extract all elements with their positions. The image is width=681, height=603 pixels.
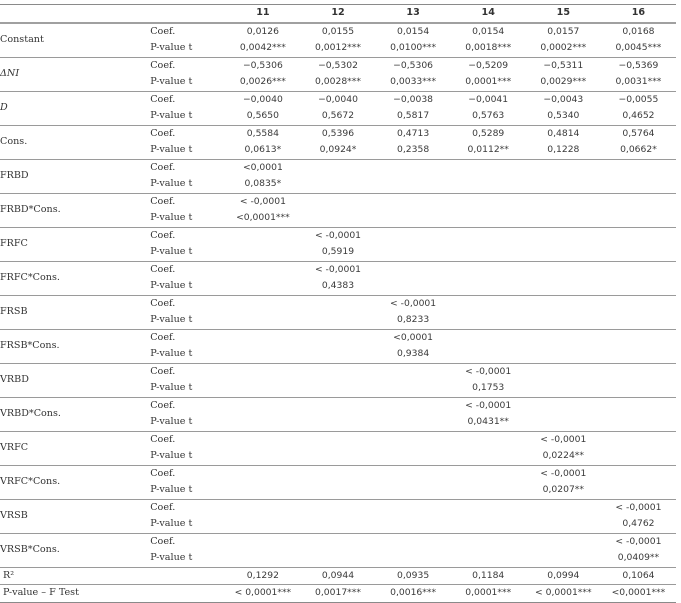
- statistic-label-pvalue: P-value t: [150, 76, 193, 87]
- cell-pvalue-model-14: [451, 176, 526, 193]
- summary-value-model-11: < 0,0001***: [234, 587, 292, 598]
- cell-coef-model-12: [300, 533, 375, 550]
- cell-pvalue-model-14: 0,0112**: [467, 144, 509, 155]
- cell-coef-model-16: [601, 227, 676, 244]
- cell-coef-model-14: [451, 227, 526, 244]
- cell-pvalue-model-13: [376, 176, 451, 193]
- cell-coef-model-13: [376, 431, 451, 448]
- variable-label-frfc: FRFC: [0, 237, 28, 249]
- cell-pvalue-model-11: [225, 550, 300, 567]
- summary-value-model-11: 0,1292: [246, 569, 279, 581]
- statistic-label-pvalue: P-value t: [150, 110, 193, 121]
- summary-value-model-15: < 0,0001***: [535, 587, 592, 598]
- statistic-label-coef: Coef.: [150, 535, 176, 547]
- cell-coef-model-14: [451, 159, 526, 176]
- cell-pvalue-model-14: [451, 346, 526, 363]
- statistic-label-coef: Coef.: [150, 161, 176, 173]
- cell-coef-model-15: −0,5311: [543, 59, 584, 71]
- table-row: [0, 227, 676, 244]
- cell-pvalue-model-13: [376, 550, 451, 567]
- variable-label-cons: Cons.: [0, 135, 28, 147]
- cell-pvalue-model-12: [300, 516, 375, 533]
- variable-label-constant: Constant: [0, 33, 44, 45]
- cell-pvalue-model-11: [225, 414, 300, 431]
- cell-coef-model-12: [300, 431, 375, 448]
- cell-coef-model-16: < -0,0001: [615, 501, 662, 513]
- cell-coef-model-14: < -0,0001: [465, 399, 512, 411]
- cell-coef-model-13: [376, 363, 451, 380]
- f-test-pvalue-row: [0, 585, 676, 603]
- summary-value-model-12: 0,0944: [321, 569, 355, 581]
- variable-label-vrbd-cons: VRBD*Cons.: [0, 407, 61, 419]
- cell-coef-model-16: [601, 295, 676, 312]
- cell-pvalue-model-11: [225, 482, 300, 499]
- cell-coef-model-11: 0,5584: [246, 127, 279, 139]
- statistic-label-coef: Coef.: [150, 195, 176, 207]
- cell-coef-model-11: 0,0126: [246, 25, 279, 37]
- table-row: [0, 261, 676, 278]
- header-model-14: 14: [481, 7, 495, 18]
- cell-coef-model-16: [601, 397, 676, 414]
- header-model-12: 12: [331, 7, 345, 18]
- cell-pvalue-model-11: 0,5650: [246, 110, 279, 121]
- cell-coef-model-13: [376, 533, 451, 550]
- cell-pvalue-model-16: 0,0409**: [617, 552, 660, 563]
- cell-coef-model-13: [376, 261, 451, 278]
- cell-coef-model-15: [526, 329, 601, 346]
- statistic-label-pvalue: P-value t: [150, 382, 193, 393]
- table-row: [0, 533, 676, 550]
- cell-pvalue-model-15: [526, 550, 601, 567]
- cell-coef-model-11: [225, 431, 300, 448]
- statistic-label-coef: Coef.: [150, 263, 176, 275]
- cell-coef-model-16: [601, 363, 676, 380]
- cell-coef-model-11: <0,0001: [242, 161, 283, 173]
- cell-pvalue-model-13: [376, 414, 451, 431]
- cell-pvalue-model-15: [526, 312, 601, 329]
- cell-coef-model-12: [300, 329, 375, 346]
- cell-pvalue-model-15: 0,0224**: [542, 450, 584, 461]
- cell-coef-model-13: [376, 227, 451, 244]
- cell-coef-model-14: [451, 465, 526, 482]
- cell-pvalue-model-11: [225, 448, 300, 465]
- cell-coef-model-11: [225, 329, 300, 346]
- cell-pvalue-model-15: 0,0002***: [540, 42, 587, 53]
- cell-coef-model-16: −0,5369: [618, 59, 659, 71]
- cell-coef-model-14: [451, 261, 526, 278]
- summary-value-model-16: 0,1064: [622, 569, 655, 581]
- cell-coef-model-15: [526, 499, 601, 516]
- cell-coef-model-14: [451, 533, 526, 550]
- statistic-label-coef: Coef.: [150, 297, 176, 309]
- cell-coef-model-12: [300, 397, 375, 414]
- summary-label: P-value – F Test: [3, 587, 79, 598]
- statistic-label-pvalue: P-value t: [150, 144, 193, 155]
- cell-pvalue-model-11: [225, 244, 300, 261]
- cell-pvalue-model-12: [300, 210, 375, 227]
- cell-pvalue-model-15: 0,1228: [547, 144, 580, 155]
- cell-coef-model-15: 0,4814: [547, 127, 580, 139]
- cell-pvalue-model-16: [601, 210, 676, 227]
- cell-coef-model-12: 0,5396: [321, 127, 355, 139]
- table-body: [0, 23, 676, 603]
- cell-coef-model-14: [451, 329, 526, 346]
- cell-coef-model-13: −0,5306: [393, 59, 434, 71]
- summary-value-model-16: <0,0001***: [611, 587, 666, 598]
- cell-coef-model-11: −0,5306: [242, 59, 283, 71]
- cell-pvalue-model-14: [451, 244, 526, 261]
- cell-pvalue-model-13: [376, 244, 451, 261]
- cell-pvalue-model-12: 0,4383: [321, 280, 355, 291]
- cell-coef-model-14: −0,0041: [468, 93, 509, 105]
- cell-pvalue-model-12: [300, 176, 375, 193]
- statistic-label-pvalue: P-value t: [150, 348, 193, 359]
- cell-pvalue-model-12: [300, 346, 375, 363]
- statistic-label-coef: Coef.: [150, 365, 176, 377]
- cell-pvalue-model-13: [376, 278, 451, 295]
- table-row: [0, 465, 676, 482]
- variable-label-frfc-cons: FRFC*Cons.: [0, 271, 60, 283]
- statistic-label-pvalue: P-value t: [150, 42, 193, 53]
- cell-pvalue-model-14: [451, 210, 526, 227]
- cell-coef-model-15: [526, 159, 601, 176]
- cell-pvalue-model-13: 0,0033***: [390, 76, 437, 87]
- variable-label-d: D: [0, 101, 8, 113]
- variable-label-vrsb-cons: VRSB*Cons.: [0, 543, 60, 555]
- variable-label-frsb: FRSB: [0, 305, 28, 317]
- table-row: [0, 23, 676, 41]
- cell-pvalue-model-16: 0,0045***: [615, 42, 662, 53]
- cell-coef-model-15: [526, 261, 601, 278]
- cell-pvalue-model-16: [601, 346, 676, 363]
- cell-coef-model-15: [526, 193, 601, 210]
- cell-pvalue-model-11: 0,0835*: [244, 178, 282, 189]
- cell-coef-model-13: <0,0001: [393, 331, 434, 343]
- cell-coef-model-15: [526, 295, 601, 312]
- cell-coef-model-14: 0,0154: [472, 25, 505, 37]
- r-squared-row: [0, 567, 676, 585]
- cell-pvalue-model-15: [526, 176, 601, 193]
- cell-coef-model-13: [376, 499, 451, 516]
- variable-label-frsb-cons: FRSB*Cons.: [0, 339, 60, 351]
- table-row: [0, 431, 676, 448]
- cell-coef-model-14: [451, 499, 526, 516]
- variable-label-vrbd: VRBD: [0, 373, 29, 385]
- cell-pvalue-model-16: [601, 312, 676, 329]
- cell-pvalue-model-14: [451, 448, 526, 465]
- cell-coef-model-15: 0,0157: [547, 25, 580, 37]
- table-row: [0, 295, 676, 312]
- cell-pvalue-model-15: 0,5340: [547, 110, 580, 121]
- cell-pvalue-model-11: 0,0042***: [239, 42, 286, 53]
- cell-pvalue-model-14: [451, 482, 526, 499]
- variable-label-frbd-cons: FRBD*Cons.: [0, 203, 61, 215]
- cell-coef-model-13: [376, 397, 451, 414]
- cell-coef-model-13: 0,4713: [397, 127, 430, 139]
- cell-coef-model-11: [225, 397, 300, 414]
- cell-coef-model-13: −0,0038: [393, 93, 434, 105]
- cell-coef-model-11: [225, 295, 300, 312]
- cell-pvalue-model-12: 0,0028***: [315, 76, 361, 87]
- cell-pvalue-model-12: 0,0012***: [315, 42, 361, 53]
- cell-coef-model-14: < -0,0001: [465, 365, 512, 377]
- cell-pvalue-model-12: 0,5672: [321, 110, 355, 121]
- cell-pvalue-model-15: [526, 516, 601, 533]
- cell-coef-model-16: 0,5764: [622, 127, 655, 139]
- cell-coef-model-11: < -0,0001: [239, 195, 286, 207]
- statistic-label-coef: Coef.: [150, 433, 176, 445]
- cell-pvalue-model-14: 0,0001***: [465, 76, 512, 87]
- cell-coef-model-11: −0,0040: [242, 93, 283, 105]
- cell-pvalue-model-13: [376, 516, 451, 533]
- cell-coef-model-14: [451, 295, 526, 312]
- cell-pvalue-model-12: [300, 448, 375, 465]
- cell-coef-model-15: [526, 227, 601, 244]
- header-model-15: 15: [556, 7, 570, 18]
- statistic-label-coef: Coef.: [150, 127, 176, 139]
- cell-coef-model-11: [225, 363, 300, 380]
- cell-pvalue-model-16: [601, 244, 676, 261]
- statistic-label-coef: Coef.: [150, 93, 176, 105]
- cell-coef-model-14: [451, 431, 526, 448]
- cell-coef-model-15: [526, 363, 601, 380]
- statistic-label-pvalue: P-value t: [150, 484, 193, 495]
- table-row: [0, 91, 676, 108]
- cell-pvalue-model-14: 0,1753: [472, 382, 505, 393]
- cell-pvalue-model-16: 0,4762: [622, 518, 655, 529]
- cell-pvalue-model-11: [225, 278, 300, 295]
- cell-pvalue-model-12: [300, 550, 375, 567]
- cell-pvalue-model-13: 0,9384: [397, 348, 430, 359]
- cell-coef-model-15: −0,0043: [543, 93, 584, 105]
- cell-coef-model-13: [376, 159, 451, 176]
- cell-coef-model-13: [376, 465, 451, 482]
- cell-pvalue-model-13: [376, 210, 451, 227]
- header-variable: [0, 5, 150, 23]
- statistic-label-coef: Coef.: [150, 501, 176, 513]
- cell-pvalue-model-16: [601, 380, 676, 397]
- cell-pvalue-model-13: 0,0100***: [390, 42, 437, 53]
- statistic-label-coef: Coef.: [150, 25, 176, 37]
- cell-coef-model-16: [601, 329, 676, 346]
- summary-value-model-13: 0,0016***: [390, 587, 437, 598]
- summary-value-model-15: 0,0994: [547, 569, 580, 581]
- cell-coef-model-12: [300, 499, 375, 516]
- cell-pvalue-model-16: 0,0031***: [615, 76, 662, 87]
- table-row: [0, 397, 676, 414]
- header-model-11: 11: [256, 7, 270, 18]
- table-row: [0, 159, 676, 176]
- variable-label-ni: ΔNI: [0, 67, 20, 79]
- cell-pvalue-model-16: [601, 278, 676, 295]
- cell-coef-model-11: [225, 465, 300, 482]
- header-row: [0, 5, 676, 23]
- statistic-label-coef: Coef.: [150, 229, 176, 241]
- cell-pvalue-model-15: [526, 278, 601, 295]
- summary-value-model-14: 0,0001***: [465, 587, 512, 598]
- cell-coef-model-13: [376, 193, 451, 210]
- cell-coef-model-15: < -0,0001: [540, 467, 587, 479]
- statistic-label-coef: Coef.: [150, 467, 176, 479]
- cell-pvalue-model-14: [451, 278, 526, 295]
- cell-coef-model-12: [300, 295, 375, 312]
- cell-coef-model-12: −0,0040: [318, 93, 358, 105]
- variable-label-vrsb: VRSB: [0, 509, 28, 521]
- statistic-label-pvalue: P-value t: [150, 552, 193, 563]
- cell-pvalue-model-11: 0,0026***: [239, 76, 286, 87]
- cell-pvalue-model-16: [601, 414, 676, 431]
- statistic-label-coef: Coef.: [150, 399, 176, 411]
- cell-coef-model-16: [601, 431, 676, 448]
- summary-value-model-13: 0,0935: [397, 569, 430, 581]
- cell-coef-model-15: [526, 397, 601, 414]
- cell-coef-model-11: [225, 261, 300, 278]
- cell-pvalue-model-14: [451, 312, 526, 329]
- variable-label-frbd: FRBD: [0, 169, 29, 181]
- cell-pvalue-model-12: [300, 312, 375, 329]
- statistic-label-pvalue: P-value t: [150, 450, 193, 461]
- cell-coef-model-11: [225, 499, 300, 516]
- summary-value-model-14: 0,1184: [472, 569, 505, 581]
- cell-pvalue-model-14: [451, 550, 526, 567]
- cell-pvalue-model-11: [225, 312, 300, 329]
- cell-pvalue-model-13: [376, 482, 451, 499]
- cell-coef-model-15: < -0,0001: [540, 433, 587, 445]
- header-model-13: 13: [406, 7, 420, 18]
- cell-coef-model-12: [300, 363, 375, 380]
- cell-coef-model-16: 0,0168: [622, 25, 655, 37]
- regression-results-table: [0, 4, 676, 603]
- cell-pvalue-model-16: [601, 482, 676, 499]
- summary-value-model-12: 0,0017***: [315, 587, 361, 598]
- cell-pvalue-model-13: 0,8233: [397, 314, 430, 325]
- statistic-label-pvalue: P-value t: [150, 518, 193, 529]
- cell-pvalue-model-13: 0,2358: [397, 144, 430, 155]
- statistic-label-coef: Coef.: [150, 331, 176, 343]
- statistic-label-pvalue: P-value t: [150, 212, 193, 223]
- statistic-label-pvalue: P-value t: [150, 178, 193, 189]
- cell-pvalue-model-15: [526, 414, 601, 431]
- header-statistic: [150, 5, 225, 23]
- cell-coef-model-12: < -0,0001: [314, 263, 362, 275]
- cell-coef-model-16: [601, 193, 676, 210]
- cell-coef-model-16: [601, 465, 676, 482]
- cell-pvalue-model-15: [526, 210, 601, 227]
- table-row: [0, 329, 676, 346]
- cell-coef-model-16: < -0,0001: [615, 535, 662, 547]
- cell-pvalue-model-14: [451, 516, 526, 533]
- cell-pvalue-model-16: 0,4652: [622, 110, 655, 121]
- table-row: [0, 363, 676, 380]
- table-row: [0, 125, 676, 142]
- cell-coef-model-12: < -0,0001: [314, 229, 362, 241]
- cell-pvalue-model-13: [376, 448, 451, 465]
- header-model-16: 16: [631, 7, 646, 18]
- cell-pvalue-model-13: [376, 380, 451, 397]
- cell-coef-model-13: < -0,0001: [390, 297, 437, 309]
- cell-coef-model-15: [526, 533, 601, 550]
- cell-pvalue-model-11: [225, 516, 300, 533]
- statistic-label-pvalue: P-value t: [150, 416, 193, 427]
- cell-coef-model-16: −0,0055: [618, 93, 659, 105]
- cell-pvalue-model-11: [225, 346, 300, 363]
- cell-pvalue-model-15: [526, 244, 601, 261]
- cell-coef-model-11: [225, 227, 300, 244]
- statistic-label-pvalue: P-value t: [150, 314, 193, 325]
- cell-pvalue-model-14: 0,0018***: [465, 42, 512, 53]
- cell-pvalue-model-15: 0,0207**: [542, 484, 584, 495]
- table-row: [0, 499, 676, 516]
- cell-pvalue-model-11: [225, 380, 300, 397]
- cell-coef-model-12: 0,0155: [321, 25, 355, 37]
- statistic-label-pvalue: P-value t: [150, 246, 193, 257]
- cell-coef-model-12: −0,5302: [318, 59, 358, 71]
- cell-pvalue-model-12: 0,0924*: [319, 144, 357, 155]
- cell-pvalue-model-13: 0,5817: [397, 110, 430, 121]
- cell-pvalue-model-14: 0,0431**: [467, 416, 509, 427]
- cell-pvalue-model-11: <0,0001***: [236, 212, 290, 223]
- cell-pvalue-model-15: 0,0029***: [540, 76, 587, 87]
- summary-label: R²: [3, 569, 15, 581]
- cell-pvalue-model-12: [300, 380, 375, 397]
- cell-pvalue-model-12: 0,5919: [321, 246, 355, 257]
- statistic-label-coef: Coef.: [150, 59, 176, 71]
- cell-coef-model-12: [300, 193, 375, 210]
- cell-pvalue-model-15: [526, 346, 601, 363]
- variable-label-vrfc: VRFC: [0, 441, 29, 453]
- variable-label-vrfc-cons: VRFC*Cons.: [0, 475, 61, 487]
- cell-coef-model-11: [225, 533, 300, 550]
- cell-coef-model-14: [451, 193, 526, 210]
- cell-pvalue-model-16: [601, 176, 676, 193]
- statistic-label-pvalue: P-value t: [150, 280, 193, 291]
- cell-coef-model-12: [300, 465, 375, 482]
- cell-pvalue-model-12: [300, 414, 375, 431]
- cell-pvalue-model-14: 0,5763: [472, 110, 505, 121]
- cell-pvalue-model-15: [526, 380, 601, 397]
- cell-pvalue-model-16: [601, 448, 676, 465]
- cell-pvalue-model-11: 0,0613*: [244, 144, 282, 155]
- cell-coef-model-13: 0,0154: [397, 25, 430, 37]
- cell-coef-model-16: [601, 159, 676, 176]
- cell-pvalue-model-16: 0,0662*: [620, 144, 657, 155]
- cell-coef-model-14: 0,5289: [472, 127, 505, 139]
- cell-coef-model-16: [601, 261, 676, 278]
- table-row: [0, 193, 676, 210]
- cell-coef-model-12: [300, 159, 375, 176]
- table-row: [0, 57, 676, 74]
- cell-coef-model-14: −0,5209: [468, 59, 509, 71]
- cell-pvalue-model-12: [300, 482, 375, 499]
